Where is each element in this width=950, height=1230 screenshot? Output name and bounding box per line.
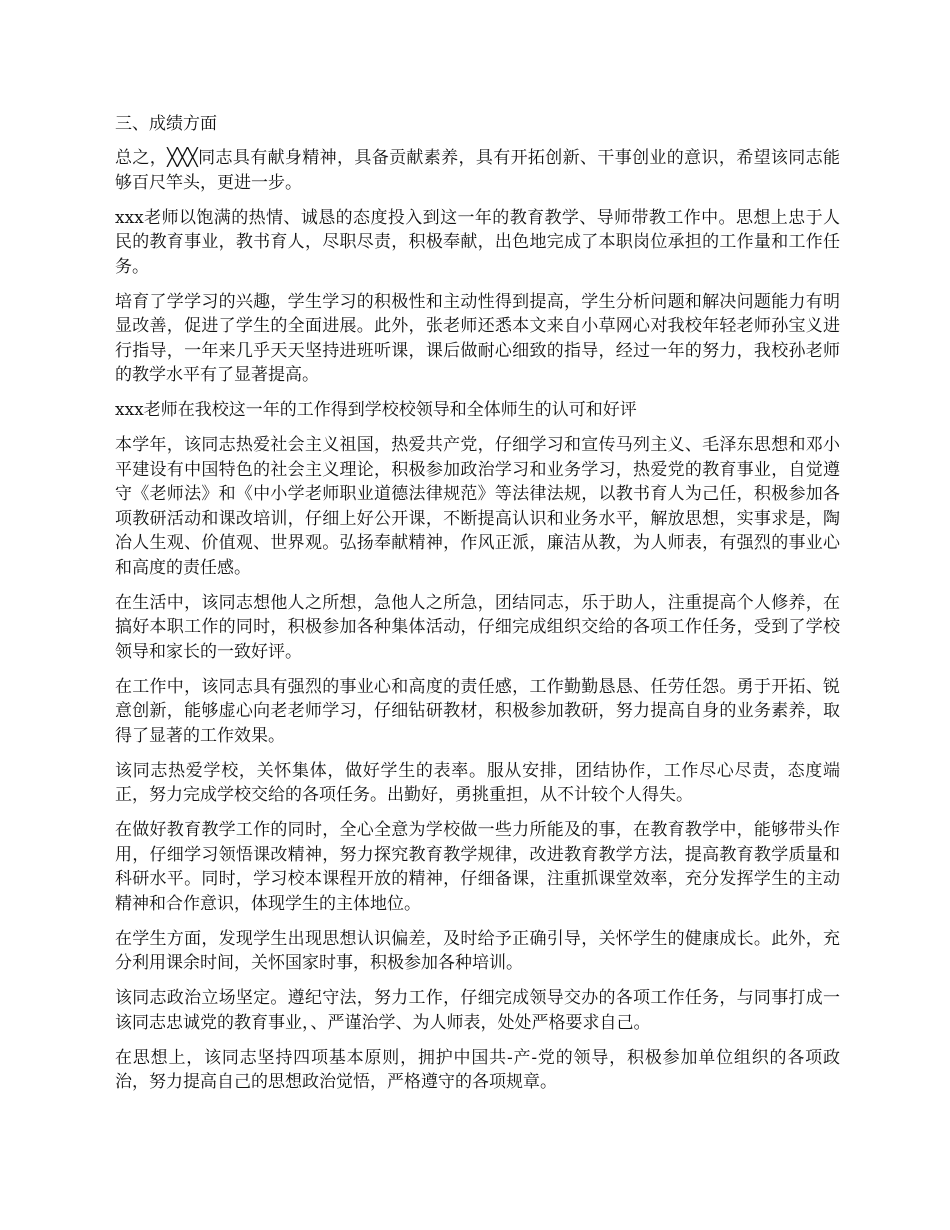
paragraph-daily-life: 在生活中，该同志想他人之所想，急他人之所急，团结同志，乐于助人，注重提高个人修养，在搞好本职工作的同时，积极参加各种集体活动，仔细完成组织交给的各项工作任务，受到了学校领导和家长的一致好评。	[115, 592, 840, 662]
paragraph-political-study: 本学年，该同志热爱社会主义祖国，热爱共产党，仔细学习和宣传马列主义、毛泽东思想和邓小平建设有中国特色的社会主义理论，积极参加政治学习和业务学习，热爱党的教育事业，自觉遵守《老师法》和《中小学老师职业道德法律规范》等法律法规，以教书育人为己任，积极参加各项教研活动和课改培训，仔细上好公开课，不断提高认识和业务水平，解放思想，实事求是，陶冶人生观、价值观、世界观。弘扬奉献精神，作风正派，廉洁从教，为人师表，有强烈的事业心和高度的责任感。	[115, 435, 840, 578]
paragraph-student-interest: 培育了学学习的兴趣，学生学习的积极性和主动性得到提高，学生分析问题和解决问题能力有明显改善，促进了学生的全面进展。此外，张老师还悉本文来自小草网心对我校年轻老师孙宝义进行指导，一年来几乎天天坚持进班听课，课后做耐心细致的指导，经过一年的努力，我校孙老师的教学水平有了显著提高。	[115, 291, 840, 385]
paragraph-school-care: 该同志热爱学校，关怀集体，做好学生的表率。服从安排，团结协作，工作尽心尽责，态度端正，努力完成学校交给的各项任务。出勤好，勇挑重担，从不计较个人得失。	[115, 760, 840, 805]
section-heading: 三、成绩方面	[115, 114, 217, 134]
document-body	[115, 112, 840, 1105]
paragraph-recognition: xxx老师在我校这一年的工作得到学校校领导和全体师生的认可和好评	[115, 400, 637, 420]
paragraph-political-stance: 该同志政治立场坚定。遵纪守法，努力工作，仔细完成领导交办的各项工作任务，与同事打成一该同志忠诚党的教育事业，、严谨治学、为人师表，处处严格要求自己。	[115, 988, 840, 1033]
paragraph-student-guidance: 在学生方面，发现学生出现思想认识偏差，及时给予正确引导，关怀学生的健康成长。此外，充分利用课余时间，关怀国家时事，积极参加各种培训。	[115, 928, 840, 973]
paragraph-teacher-dedication: xxx老师以饱满的热情、诚恳的态度投入到这一年的教育教学、导师带教工作中。思想上忠于人民的教育事业，教书育人，尽职尽责，积极奉献，出色地完成了本职岗位承担的工作量和工作任务。	[115, 207, 840, 277]
paragraph-work-attitude: 在工作中，该同志具有强烈的事业心和高度的责任感，工作勤勤恳恳、任劳任怨。勇于开拓、锐意创新，能够虚心向老老师学习，仔细钻研教材，积极参加教研，努力提高自身的业务素养，取得了显著的工作效果。	[115, 676, 840, 746]
paragraph-ideology: 在思想上，该同志坚持四项基本原则，拥护中国共-产-党的领导，积极参加单位组织的各项政治，努力提高自己的思想政治觉悟，严格遵守的各项规章。	[115, 1047, 840, 1092]
paragraph-summary: 总之，╳╳╳同志具有献身精神，具备贡献素养，具有开拓创新、干事创业的意识，希望该同志能够百尺竿头，更进一步。	[115, 148, 840, 193]
paragraph-teaching-reform: 在做好教育教学工作的同时，全心全意为学校做一些力所能及的事，在教育教学中，能够带头作用，仔细学习领悟课改精神，努力探究教育教学规律，改进教育教学方法，提高教育教学质量和科研水平。同时，学习校本课程开放的精神，仔细备课，注重抓课堂效率，充分发挥学生的主动精神和合作意识，体现学生的主体地位。	[115, 820, 840, 914]
